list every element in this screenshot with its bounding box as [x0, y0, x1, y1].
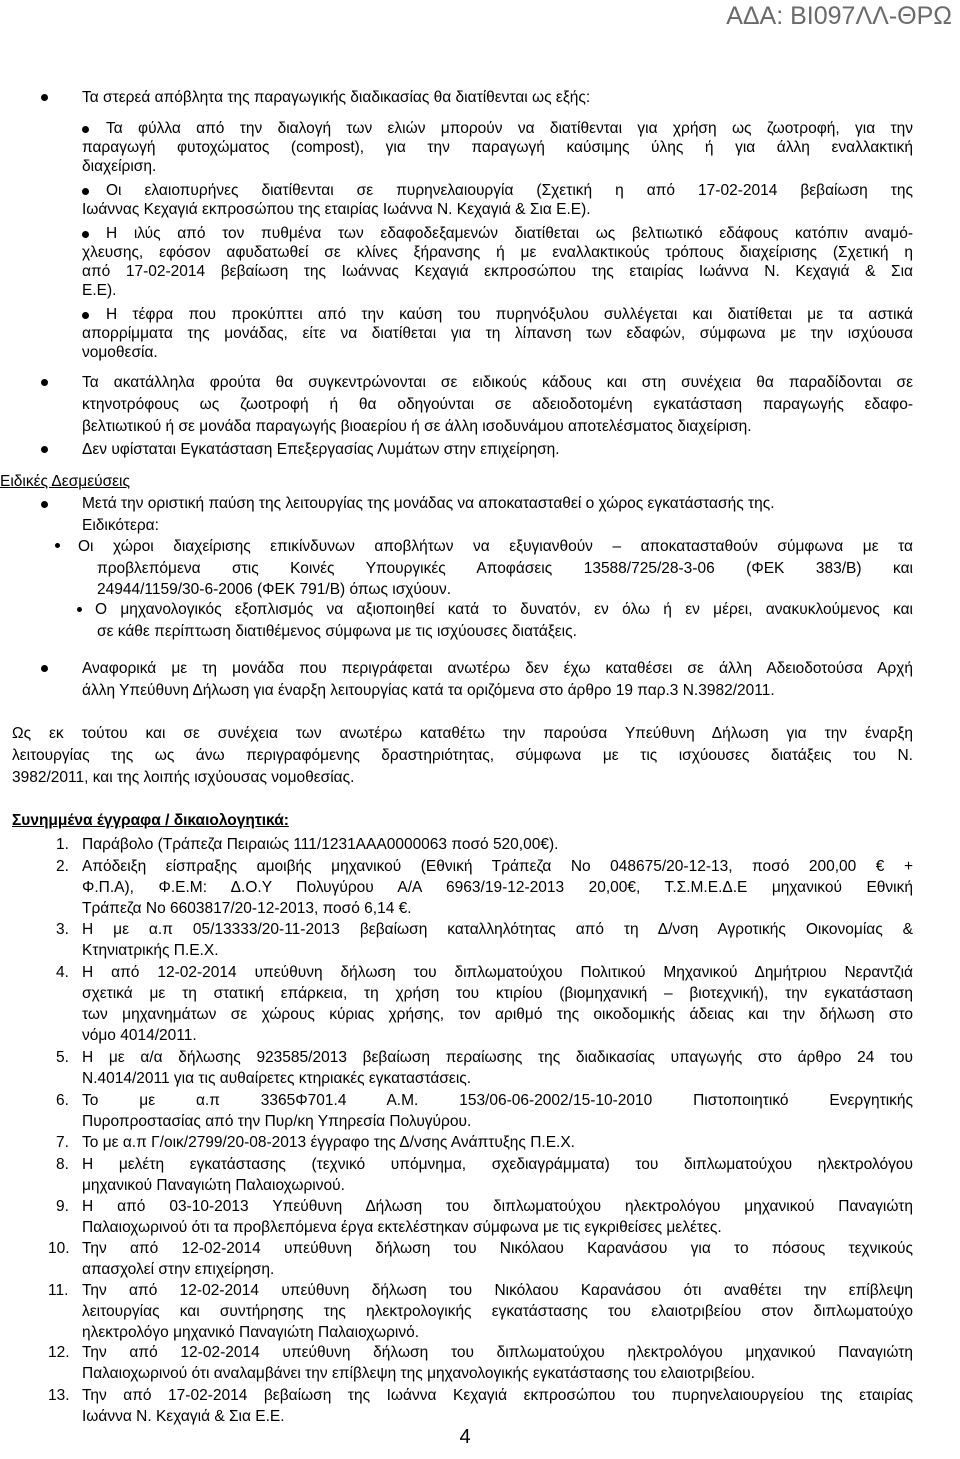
sub2-line1: Οι ελαιοπυρήνες διατίθενται σε πυρηνελαιουργία (Σχετική η από 17-02-2014 βεβαίωση της	[106, 182, 913, 199]
attachment-number: 10.	[48, 1240, 70, 1257]
attachment-line: Η από 03-10-2013 Υπεύθυνη Δήλωση του διπλωματούχου ηλεκτρολόγου μηχανικού Παναγιώτη	[82, 1198, 913, 1215]
attachment-line: Ν.4014/2011 για τις αυθαίρετες κτηριακές εγκαταστάσεις.	[82, 1070, 472, 1087]
d2-line1: Ο μηχανολογικός εξοπλισμός να αξιοποιηθεί κατά το δυνατόν, εν όλω ή εν μέρει, ανακυκλούμενος και	[95, 601, 913, 618]
b2-line3: βελτιωτικού ή σε μονάδα παραγωγής βιοαερίου ή σε άλλη ισοδυνάμου αποτελέσματος διαχείριση.	[82, 418, 752, 435]
attachment-line: Κτηνιατρικής Π.Ε.Χ.	[82, 942, 219, 959]
attachment-number: 6.	[56, 1092, 69, 1109]
attachments-heading: Συνημμένα έγγραφα / δικαιολογητικά:	[12, 812, 289, 829]
attachment-line: Απόδειξη είσπραξης αμοιβής μηχανικού (Εθνική Τράπεζα Νο 048675/20-12-13, ποσό 200,00 € +	[82, 858, 913, 875]
attachment-number: 3.	[56, 921, 69, 938]
closing-line1: Ως εκ τούτου και σε συνέχεια των ανωτέρω καταθέτω την παρούσα Υπεύθυνη Δήλωση για την έναρξη	[12, 725, 913, 742]
attachment-number: 11.	[48, 1282, 69, 1299]
ada-code: ΑΔΑ: ΒΙ097ΛΛ-ΘΡΩ	[726, 2, 952, 30]
attachment-line: Την από 12-02-2014 υπεύθυνη δήλωση του διπλωματούχου ηλεκτρολόγου μηχανικού Παναγιώτη	[82, 1344, 913, 1361]
bullet	[41, 379, 48, 386]
attachment-line: Η μελέτη εγκατάστασης (τεχνικό υπόμνημα, σχεδιαγράμματα) του διπλωματούχου ηλεκτρολόγου	[82, 1156, 913, 1173]
closing-line3: 3982/2011, και της λοιπής ισχύουσας νομοθεσίας.	[12, 769, 355, 786]
d1-line2: προβλεπόμενα στις Κοινές Υπουργικές Αποφάσεις 13588/725/28-3-06 (ΦΕΚ 383/Β) και	[97, 560, 913, 577]
attachment-line: Η με α.π 05/13333/20-11-2013 βεβαίωση καταλληλότητας από τη Δ/νση Αγροτικής Οικονομίας &	[82, 921, 913, 938]
sub-bullet	[82, 188, 89, 195]
sub2-line2: Ιωάννας Κεχαγιά εκπροσώπου της εταιρίας Ιωάννα Ν. Κεχαγιά & Σια Ε.Ε).	[82, 201, 591, 218]
attachment-line: Το με α.π Γ/οικ/2799/20-08-2013 έγγραφο της Δ/νσης Ανάπτυξης Π.Ε.Χ.	[82, 1134, 575, 1151]
sub3-line4: Ε.Ε).	[82, 282, 117, 299]
d1-line1: Οι χώροι διαχείρισης επικίνδυνων αποβλήτων να εξυγιανθούν – αποκατασταθούν σύμφωνα με τα	[78, 538, 913, 555]
attachment-number: 13.	[48, 1387, 70, 1404]
bullet	[41, 665, 48, 672]
intro-text: Τα στερεά απόβλητα της παραγωγικής διαδικασίας θα διατίθενται ως εξής:	[82, 89, 591, 106]
attachment-number: 9.	[56, 1198, 69, 1215]
attachment-number: 12.	[48, 1344, 70, 1361]
attachment-number: 4.	[56, 964, 69, 981]
special-b1b: Ειδικότερα:	[82, 517, 159, 534]
attachment-line: Την από 12-02-2014 υπεύθυνη δήλωση του Νικόλαου Καρανάσου ότι αναθέτει την επίβλεψη	[82, 1282, 913, 1299]
bullet	[41, 501, 48, 508]
special-b1: Μετά την οριστική παύση της λειτουργίας της μονάδας να αποκατασταθεί ο χώρος εγκατάστασής της.	[82, 495, 775, 512]
attachment-line: Τράπεζα Νο 6603817/20-12-2013, ποσό 6,14 €.	[82, 900, 412, 917]
attachment-line: νόμο 4014/2011.	[82, 1027, 197, 1044]
attachment-line: Φ.Π.Α), Φ.Ε.Μ: Δ.Ο.Υ Πολυγύρου Α/Α 6963/19-12-2013 20,00€, Τ.Σ.Μ.Ε.Δ.Ε μηχανικού Εθνική	[82, 879, 913, 896]
attachment-line: ηλεκτρολόγο μηχανικό Παναγιώτη Παλαιοχωρινό.	[82, 1324, 420, 1341]
special-b2-line2: άλλη Υπεύθυνη Δήλωση για έναρξη λειτουργίας κατά τα οριζόμενα στο άρθρο 19 παρ.3 Ν.3982/2011.	[82, 682, 775, 699]
attachment-line: μηχανικού Παναγιώτη Παλαιοχωρινού.	[82, 1177, 345, 1194]
attachment-number: 7.	[56, 1134, 69, 1151]
attachment-line: Πυροπροστασίας από την Πυρ/κη Υπηρεσία Πολυγύρου.	[82, 1113, 472, 1130]
attachment-line: Το με α.π 3365Φ701.4 Α.Μ. 153/06-06-2002/15-10-2010 Πιστοποιητικό Ενεργητικής	[82, 1092, 913, 1109]
attachment-line: Την από 17-02-2014 βεβαίωση της Ιωάννα Κεχαγιά εκπροσώπου του πυρηνελαιουργείου της εταιρίας	[82, 1387, 913, 1404]
b2-line1: Τα ακατάλληλα φρούτα θα συγκεντρώνονται σε ειδικούς κάδους και στη συνέχεια θα παραδίδονται σε	[82, 374, 913, 391]
attachment-line: Παλαιοχωρινού ότι αναλαμβάνει την επίβλεψη της μηχανολογικής εγκατάστασης του ελαιοτριβείου.	[82, 1365, 755, 1382]
attachment-line: Ιωάννα Ν. Κεχαγιά & Σια Ε.Ε.	[82, 1408, 285, 1425]
sub3-line3: από 17-02-2014 βεβαίωση της Ιωάννας Κεχαγιά εκπροσώπου της εταιρίας Ιωάννα Ν. Κεχαγιά & Σια	[82, 263, 913, 280]
attachment-line: των μηχανημάτων σε χώρους κύριας χρήσης, τον αριθμό της οικοδομικής άδειας και την δήλωση στο	[82, 1006, 913, 1023]
dash-bullet	[55, 543, 60, 548]
bullet	[41, 94, 48, 101]
d1-line3: 24944/1159/30-6-2006 (ΦΕΚ 791/Β) όπως ισχύουν.	[97, 581, 452, 598]
sub4-line3: νομοθεσία.	[82, 344, 158, 361]
attachment-line: λειτουργίας και συντήρησης της ηλεκτρολογικής εγκατάστασης του ελαιοτριβείου στον διπλωματούχο	[82, 1303, 913, 1320]
b2-line2: κτηνοτρόφους ως ζωοτροφή ή θα οδηγούνται σε αδειοδοτομένη εγκατάσταση παραγωγής εδαφο-	[82, 396, 913, 413]
attachment-number: 5.	[56, 1049, 69, 1066]
sub1-line2: παραγωγή φυτοχώματος (compost), για την παραγωγή καύσιμης ύλης ή για άλλη εναλλακτική	[82, 139, 913, 156]
attachment-number: 8.	[56, 1156, 69, 1173]
attachment-number: 2.	[56, 858, 69, 875]
sub-bullet	[82, 312, 89, 319]
bullet	[41, 446, 48, 453]
sub4-line2: απορρίμματα της μονάδας, είτε να διατίθεται για τη λίπανση των εδαφών, σύμφωνα με την ισχύουσα	[82, 325, 913, 342]
attachment-line: Η από 12-02-2014 υπεύθυνη δήλωση του διπλωματούχου Πολιτικού Μηχανικού Δημήτριου Νεραντζιά	[82, 964, 913, 981]
special-b2-line1: Αναφορικά με τη μονάδα που περιγράφεται ανωτέρω δεν έχω καταθέσει σε άλλη Αδειοδοτούσα Αρχή	[82, 660, 913, 677]
sub1-line1: Τα φύλλα από την διαλογή των ελιών μπορούν να διατίθενται για χρήση ως ζωοτροφή, για την	[106, 120, 913, 137]
sub1-line3: διαχείριση.	[82, 158, 157, 175]
attachment-line: Η με α/α δήλωσης 923585/2013 βεβαίωση περαίωσης της διαδικασίας υπαγωγής στο άρθρο 24 του	[82, 1049, 913, 1066]
dash-bullet	[77, 607, 82, 612]
attachment-line: απασχολεί στην επιχείρηση.	[82, 1261, 275, 1278]
sub4-line1: Η τέφρα που προκύπτει από την καύση του πυρηνόξυλου συλλέγεται και διατίθεται με τα αστικά	[106, 306, 913, 323]
b3-text: Δεν υφίσταται Εγκατάσταση Επεξεργασίας Λυμάτων στην επιχείρηση.	[82, 441, 560, 458]
attachment-line: Παλαιοχωρινού ότι τα προβλεπόμενα έργα εκτελέστηκαν σύμφωνα με τις εγκριθείσες μελέτες.	[82, 1219, 722, 1236]
sub3-line1: Η ιλύς από τον πυθμένα των εδαφοδεξαμενών διατίθεται ως βελτιωτικό εδάφους κατόπιν αναμό-	[106, 225, 913, 242]
attachment-line: σχετικά με τη στατική επάρκεια, τη χρήση του κτιρίου (βιομηχανική – βιοτεχνική), την εγκατάσταση	[82, 985, 913, 1002]
attachment-line: Την από 12-02-2014 υπεύθυνη δήλωση του Νικόλαου Καρανάσου για το πόσους τεχνικούς	[82, 1240, 913, 1257]
closing-line2: λειτουργίας της ως άνω περιγραφόμενης δραστηριότητας, σύμφωνα με τις ισχύουσες διατάξεις του Ν.	[12, 747, 913, 764]
page-number: 4	[459, 1426, 471, 1448]
d2-line2: σε κάθε περίπτωση διατιθέμενος σύμφωνα με τις ισχύουσες διατάξεις.	[97, 623, 577, 640]
sub3-line2: χλευσης, εφόσον αφυδατωθεί σε κλίνες ξήρανσης ή με εναλλακτικούς τρόπους διαχείρισης (Σχετική η	[82, 244, 913, 261]
special-heading: Ειδικές Δεσμεύσεις	[0, 473, 130, 490]
attachment-line: Παράβολο (Τράπεζα Πειραιώς 111/1231ΑΑΑ0000063 ποσό 520,00€).	[82, 836, 559, 853]
sub-bullet	[82, 126, 89, 133]
sub-bullet	[82, 231, 89, 238]
attachment-number: 1.	[56, 836, 69, 853]
